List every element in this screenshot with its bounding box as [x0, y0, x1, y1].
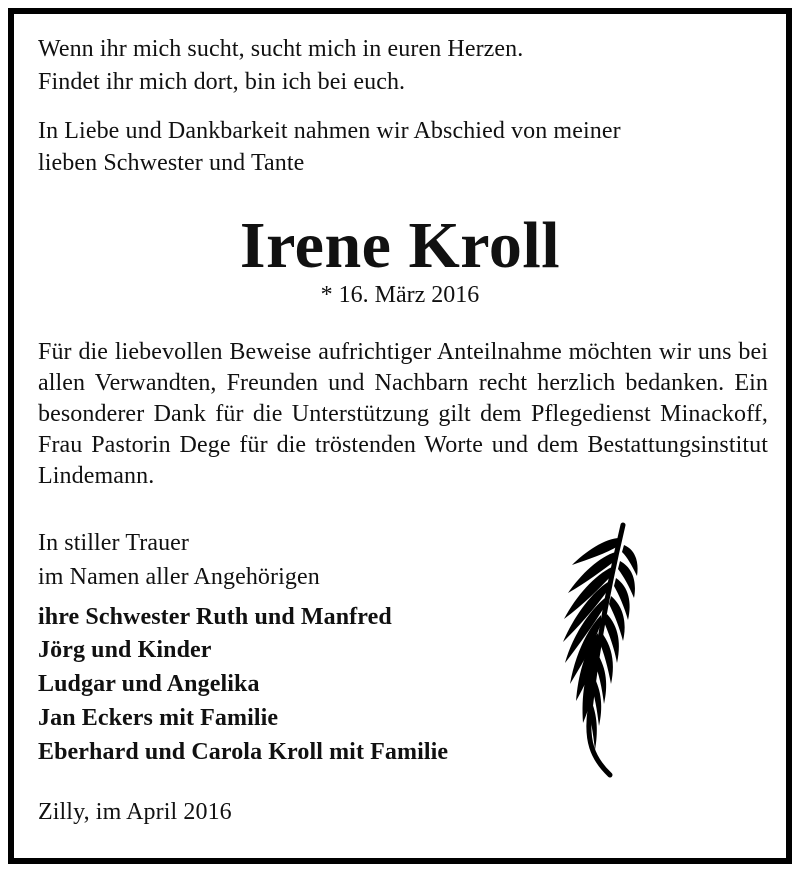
deceased-name: Irene Kroll [239, 209, 561, 282]
family-member-3: Ludgar und Angelika [38, 671, 260, 697]
family-member-2: Jörg und Kinder [38, 637, 212, 663]
mourning-line-1: In stiller Trauer [38, 530, 190, 556]
family-member-1: ihre Schwester Ruth und Manfred [38, 604, 392, 630]
family-member-5: Eberhard und Carola Kroll mit Familie [38, 739, 449, 765]
thanks-paragraph: Für die liebevollen Beweise aufrichtiger Anteilnahme möchten wir uns bei allen Verwandten, Freunden und Nachbarn recht herzlich bedanken. Ein besonderer Dank für die Unterstützung gilt dem Pflegedienst Minackoff, Frau Pastorin Dege für die tröstenden Worte und dem Bestattungsinstitut Lindemann. [38, 339, 768, 489]
family-member-4: Jan Eckers mit Familie [38, 705, 279, 731]
intro-line-2: lieben Schwester und Tante [38, 150, 305, 176]
poem-line-1: Wenn ihr mich sucht, sucht mich in euren Herzen. [38, 36, 524, 62]
poem-line-2: Findet ihr mich dort, bin ich bei euch. [38, 69, 406, 95]
place-date: Zilly, im April 2016 [38, 799, 232, 825]
palm-branch-icon [540, 520, 640, 780]
intro-line-1: In Liebe und Dankbarkeit nahmen wir Abschied von meiner [38, 118, 621, 144]
birth-date: * 16. März 2016 [320, 282, 480, 308]
mourning-line-2: im Namen aller Angehörigen [38, 564, 320, 590]
